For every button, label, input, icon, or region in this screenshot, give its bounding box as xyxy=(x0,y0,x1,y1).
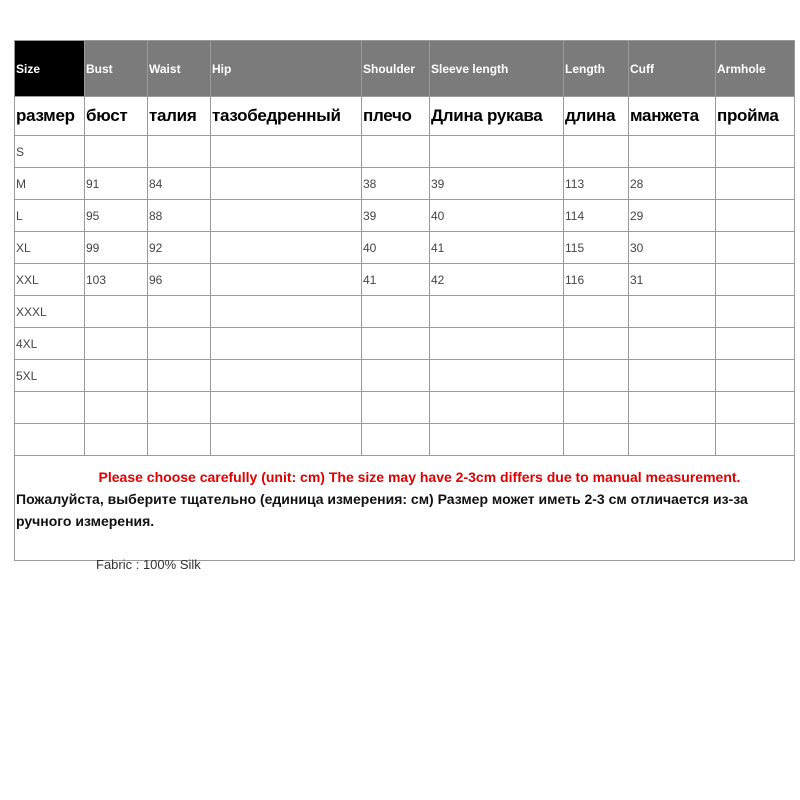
measurement-cell xyxy=(211,328,362,360)
header-cell: Size xyxy=(15,41,85,97)
size-label-cell: XXXL xyxy=(15,296,85,328)
measurement-cell: 29 xyxy=(629,200,716,232)
measurement-cell xyxy=(211,232,362,264)
measurement-cell xyxy=(85,136,148,168)
measurement-cell: 40 xyxy=(430,200,564,232)
header-cell-ru: Длина рукава xyxy=(430,97,564,136)
size-label-cell: 5XL xyxy=(15,360,85,392)
header-cell-ru: длина xyxy=(564,97,629,136)
measurement-cell: 103 xyxy=(85,264,148,296)
measurement-cell: 39 xyxy=(430,168,564,200)
size-row xyxy=(15,360,795,392)
fabric-info: Fabric : 100% Silk xyxy=(96,557,201,572)
measurement-cell xyxy=(362,296,430,328)
note-russian: Пожалуйста, выберите тщательно (единица измерения: см) Размер может иметь 2-3 см отличается из-за ручного измерения. xyxy=(16,491,748,529)
measurement-cell xyxy=(629,136,716,168)
measurement-cell xyxy=(629,392,716,424)
header-cell: Waist xyxy=(148,41,211,97)
measurement-cell xyxy=(564,424,629,456)
measurement-cell xyxy=(362,136,430,168)
measurement-cell: 31 xyxy=(629,264,716,296)
measurement-cell xyxy=(85,360,148,392)
header-cell-ru: бюст xyxy=(85,97,148,136)
size-row xyxy=(15,168,795,200)
header-cell-ru: плечо xyxy=(362,97,430,136)
header-cell: Sleeve length xyxy=(430,41,564,97)
measurement-cell xyxy=(716,328,795,360)
measurement-cell xyxy=(362,424,430,456)
measurement-cell xyxy=(148,328,211,360)
size-row xyxy=(15,328,795,360)
measurement-cell xyxy=(148,424,211,456)
size-row xyxy=(15,296,795,328)
measurement-cell: 91 xyxy=(85,168,148,200)
measurement-cell xyxy=(430,392,564,424)
measurement-cell xyxy=(716,136,795,168)
header-row-english xyxy=(15,41,795,97)
measurement-cell xyxy=(716,264,795,296)
note-cell xyxy=(15,456,795,561)
measurement-cell: 92 xyxy=(148,232,211,264)
measurement-cell xyxy=(85,424,148,456)
header-cell-ru: размер xyxy=(15,97,85,136)
measurement-cell xyxy=(564,360,629,392)
size-row xyxy=(15,200,795,232)
size-row xyxy=(15,232,795,264)
measurement-cell xyxy=(148,136,211,168)
measurement-cell xyxy=(211,168,362,200)
measurement-cell: 114 xyxy=(564,200,629,232)
measurement-cell xyxy=(211,360,362,392)
header-cell: Length xyxy=(564,41,629,97)
measurement-cell xyxy=(430,424,564,456)
size-label-cell: XXL xyxy=(15,264,85,296)
measurement-cell: 28 xyxy=(629,168,716,200)
note-row xyxy=(15,456,795,561)
measurement-cell xyxy=(148,392,211,424)
header-cell: Shoulder xyxy=(362,41,430,97)
measurement-cell: 96 xyxy=(148,264,211,296)
measurement-cell: 95 xyxy=(85,200,148,232)
size-row xyxy=(15,392,795,424)
measurement-cell xyxy=(148,296,211,328)
header-cell-ru: талия xyxy=(148,97,211,136)
measurement-cell xyxy=(211,392,362,424)
measurement-cell xyxy=(564,136,629,168)
header-cell: Bust xyxy=(85,41,148,97)
measurement-cell xyxy=(211,424,362,456)
measurement-cell: 40 xyxy=(362,232,430,264)
measurement-cell: 39 xyxy=(362,200,430,232)
measurement-cell: 84 xyxy=(148,168,211,200)
measurement-cell: 113 xyxy=(564,168,629,200)
header-cell: Cuff xyxy=(629,41,716,97)
measurement-cell xyxy=(148,360,211,392)
size-row xyxy=(15,136,795,168)
measurement-cell xyxy=(716,168,795,200)
note-english: Please choose carefully (unit: cm) The size may have 2-3cm differs due to manual measurement. xyxy=(98,469,741,485)
measurement-cell xyxy=(211,296,362,328)
size-label-cell xyxy=(15,424,85,456)
measurement-cell xyxy=(629,360,716,392)
measurement-cell xyxy=(362,360,430,392)
size-label-cell: 4XL xyxy=(15,328,85,360)
measurement-cell xyxy=(211,264,362,296)
measurement-cell xyxy=(629,296,716,328)
measurement-cell: 41 xyxy=(362,264,430,296)
size-label-cell: S xyxy=(15,136,85,168)
measurement-cell xyxy=(716,424,795,456)
measurement-cell xyxy=(716,232,795,264)
measurement-cell xyxy=(564,392,629,424)
measurement-cell: 38 xyxy=(362,168,430,200)
size-row xyxy=(15,424,795,456)
size-chart-table xyxy=(14,40,795,561)
measurement-cell xyxy=(211,200,362,232)
measurement-cell xyxy=(85,328,148,360)
measurement-cell: 41 xyxy=(430,232,564,264)
header-cell: Armhole xyxy=(716,41,795,97)
measurement-cell xyxy=(564,328,629,360)
measurement-cell xyxy=(716,392,795,424)
measurement-cell: 115 xyxy=(564,232,629,264)
header-row-russian xyxy=(15,97,795,136)
size-row xyxy=(15,264,795,296)
measurement-cell xyxy=(629,424,716,456)
header-cell-ru: тазобедренный xyxy=(211,97,362,136)
size-label-cell xyxy=(15,392,85,424)
measurement-cell xyxy=(430,328,564,360)
measurement-cell xyxy=(430,136,564,168)
measurement-cell xyxy=(564,296,629,328)
measurement-cell xyxy=(716,296,795,328)
measurement-cell: 30 xyxy=(629,232,716,264)
size-label-cell: M xyxy=(15,168,85,200)
measurement-cell xyxy=(362,392,430,424)
size-label-cell: XL xyxy=(15,232,85,264)
measurement-cell xyxy=(85,392,148,424)
measurement-cell: 99 xyxy=(85,232,148,264)
measurement-cell xyxy=(85,296,148,328)
header-cell-ru: пройма xyxy=(716,97,795,136)
measurement-cell xyxy=(430,360,564,392)
header-cell-ru: манжета xyxy=(629,97,716,136)
measurement-cell xyxy=(629,328,716,360)
measurement-cell xyxy=(716,200,795,232)
measurement-cell xyxy=(362,328,430,360)
measurement-cell: 42 xyxy=(430,264,564,296)
measurement-cell: 88 xyxy=(148,200,211,232)
measurement-cell: 116 xyxy=(564,264,629,296)
measurement-cell xyxy=(430,296,564,328)
size-label-cell: L xyxy=(15,200,85,232)
measurement-cell xyxy=(211,136,362,168)
header-cell: Hip xyxy=(211,41,362,97)
measurement-cell xyxy=(716,360,795,392)
